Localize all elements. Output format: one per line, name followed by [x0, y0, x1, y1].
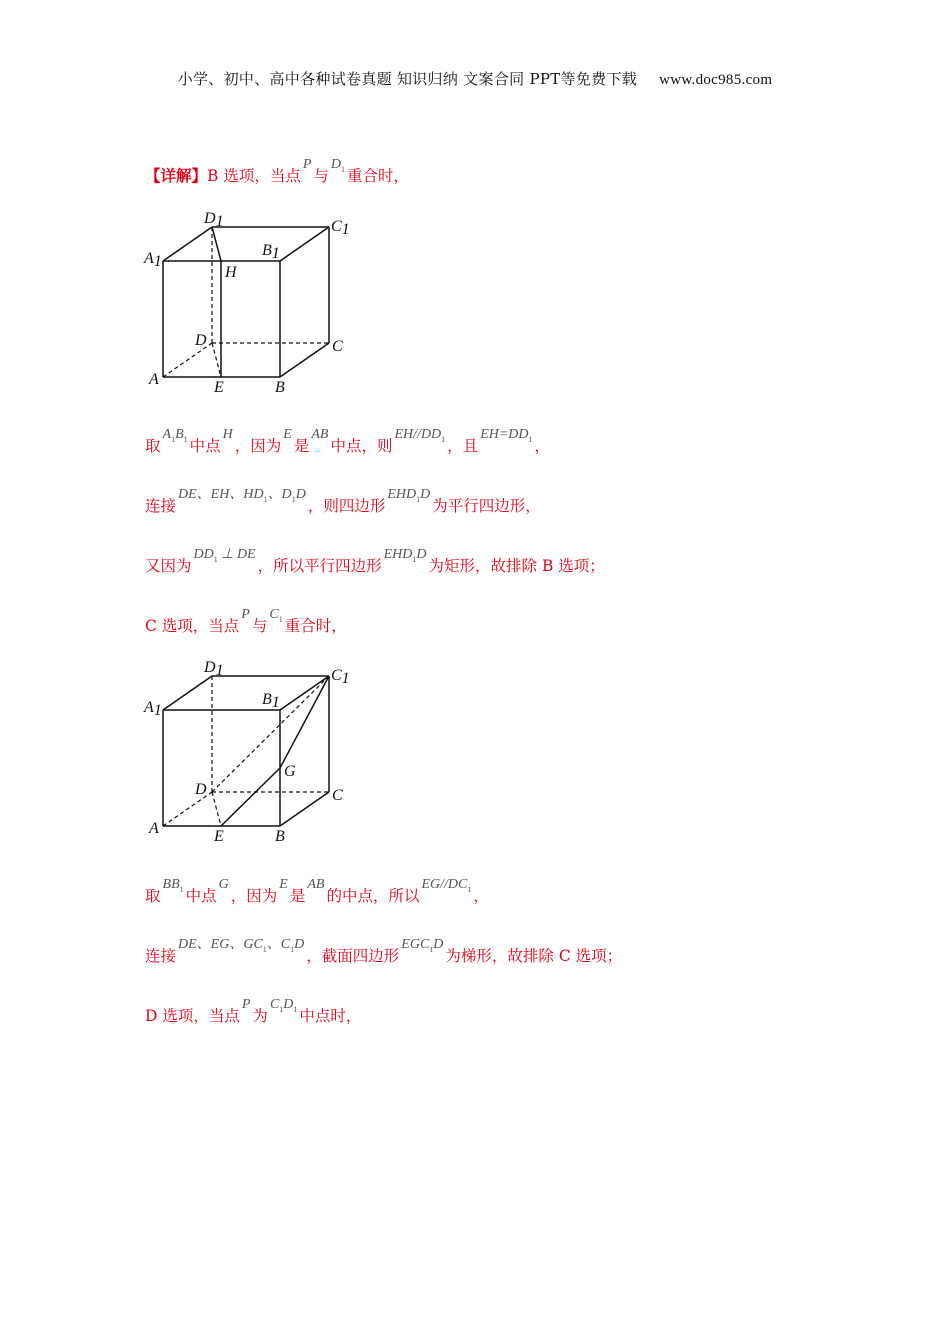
label-b1: B1: [262, 691, 280, 711]
label-c: C: [332, 787, 343, 804]
label-d1: D1: [204, 659, 224, 679]
detail-label: 【详解】: [145, 166, 208, 185]
label-c: C: [332, 338, 343, 355]
page-header: [0, 68, 950, 89]
para-b-rectangle: 又因为$DD_1$ ⊥ DE，所以平行四边形$EHD_1D$为矩形，故排除 B 选项；: [145, 547, 605, 575]
label-d1: D1: [204, 210, 224, 230]
label-c1: C1: [331, 218, 350, 238]
label-b: B: [275, 379, 285, 396]
label-e: E: [214, 379, 224, 396]
cube-figure-1: [140, 205, 370, 400]
para-b-option-intro: 【详解】B 选项，当点P与$D_1$ 重合时，: [145, 157, 410, 185]
para-c-option-intro: C 选项，当点P与$C_1$ 重合时，: [145, 607, 347, 635]
label-d: D: [195, 332, 207, 349]
header-text: 小学、初中、高中各种试卷真题 知识归纳 文案合同 PPT等免费下载: [177, 70, 638, 88]
para-d-option-intro: D 选项，当点P为$C_1D_1$ 中点时，: [145, 997, 362, 1025]
math-a1b1: $A_1B_1$: [162, 427, 188, 444]
label-a: A: [149, 820, 159, 837]
label-b1: B1: [262, 242, 280, 262]
label-d: D: [195, 781, 207, 798]
para-c-trapezoid: 连接DE、EG、$GC_1$、$C_1D$，截面四边形$EGC_1D$为梯形，故排除 C 选项；: [145, 937, 623, 965]
label-a1: A1: [144, 250, 162, 270]
label-a1: A1: [144, 699, 162, 719]
para-b-parallelogram: 连接DE、EH、$HD_1$、$D_1D$，则四边形$EHD_1D$为平行四边形，: [145, 487, 541, 515]
label-h: H: [225, 264, 237, 281]
cube-figure-2: [140, 654, 370, 849]
math-d1: $D_1$: [330, 157, 346, 174]
para-c-midpoint-g: 取$BB_1$ 中点G，因为E是AB的中点，所以$EG//DC_1$ ，: [145, 877, 489, 905]
header-site: www.doc985.com: [659, 72, 773, 88]
label-g: G: [284, 763, 296, 780]
label-a: A: [149, 371, 159, 388]
math-p: P: [302, 157, 312, 172]
label-c1: C1: [331, 667, 350, 687]
para-b-midpoint-h: 取$A_1B_1$ 中点H，因为E是AB中点，则$EH//DD_1$ ，且$EH=DD_1$ ，: [145, 427, 551, 455]
label-e: E: [214, 828, 224, 845]
label-b: B: [275, 828, 285, 845]
